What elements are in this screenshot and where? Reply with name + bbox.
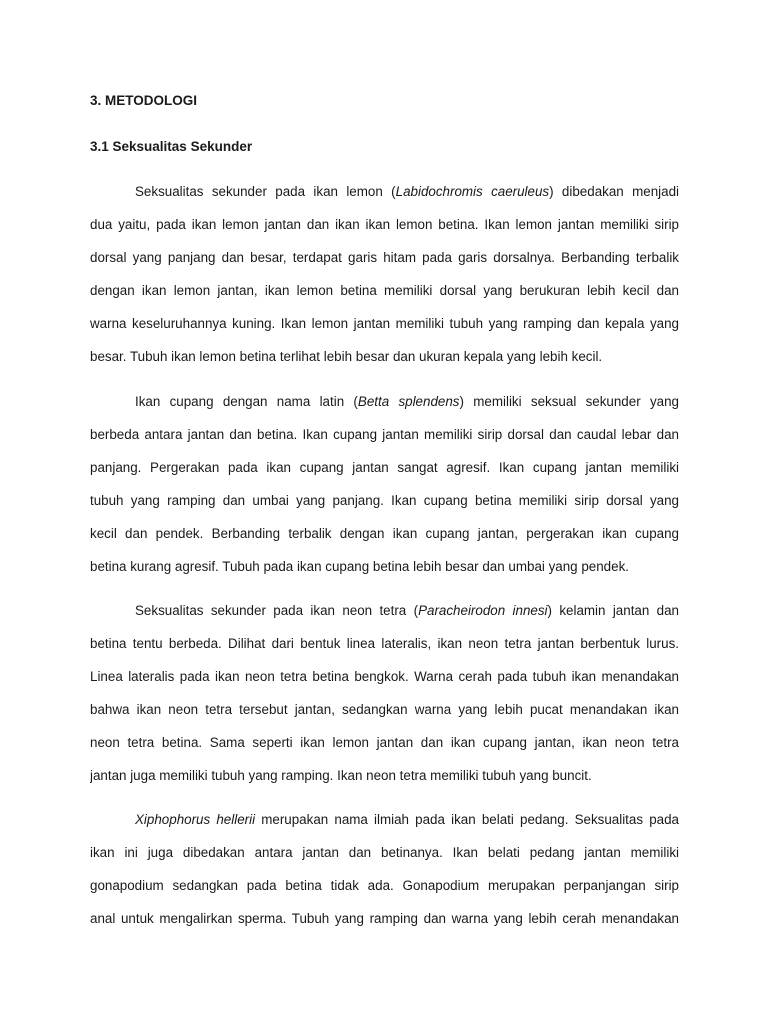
section-title: 3. METODOLOGI (90, 93, 198, 108)
paragraph-swordtail (90, 803, 679, 935)
italic-text: Xiphophorus hellerii (135, 812, 256, 827)
italic-text: Labidochromis caeruleus (395, 184, 550, 199)
paragraph-line (90, 660, 679, 693)
subsection-title: 3.1 Seksualitas Sekunder (90, 139, 253, 154)
italic-text: Paracheirodon innesi (418, 603, 548, 618)
paragraph-line (90, 175, 679, 208)
paragraph-line (90, 693, 679, 726)
text-run: ) kelamin jantan dan (547, 603, 679, 618)
paragraph-line (90, 208, 679, 241)
paragraph-line (90, 902, 679, 935)
text-run: besar. Tubuh ikan lemon betina terlihat lebih besar dan ukuran kepala yang lebih kecil. (90, 349, 603, 364)
text-run: ) memiliki seksual sekunder yang (459, 394, 679, 409)
paragraph-line (90, 517, 679, 550)
text-run: Linea lateralis pada ikan neon tetra betina bengkok. Warna cerah pada tubuh ikan menandakan (90, 669, 679, 684)
paragraph-line (90, 759, 679, 792)
paragraph-line (90, 803, 679, 836)
text-run: dorsal yang panjang dan besar, terdapat garis hitam pada garis dorsalnya. Berbanding terbalik (90, 250, 679, 265)
paragraph-line (90, 869, 679, 902)
text-run: Ikan cupang dengan nama latin ( (135, 394, 358, 409)
paragraph-lemon-fish (90, 175, 679, 373)
text-run: berbeda antara jantan dan betina. Ikan cupang jantan memiliki sirip dorsal dan caudal lebar dan (90, 427, 679, 442)
paragraph-line (90, 274, 679, 307)
text-run: bahwa ikan neon tetra tersebut jantan, sedangkan warna yang lebih pucat menandakan ikan (90, 702, 679, 717)
paragraph-line (90, 241, 679, 274)
text-run: betina tentu berbeda. Dilihat dari bentuk linea lateralis, ikan neon tetra jantan berbentuk lurus. (90, 636, 679, 651)
text-run: ) dibedakan menjadi (549, 184, 679, 199)
text-run: panjang. Pergerakan pada ikan cupang jantan sangat agresif. Ikan cupang jantan memiliki (90, 460, 679, 475)
italic-text: Betta splendens (357, 394, 460, 409)
text-run: betina kurang agresif. Tubuh pada ikan cupang betina lebih besar dan umbai yang pendek. (90, 559, 629, 574)
text-run: warna keseluruhannya kuning. Ikan lemon jantan memiliki tubuh yang ramping dan kepala yang (90, 316, 679, 331)
text-run: ikan ini juga dibedakan antara jantan dan betinanya. Ikan belati pedang jantan memiliki (90, 845, 679, 860)
text-run: jantan juga memiliki tubuh yang ramping. Ikan neon tetra memiliki tubuh yang buncit. (90, 768, 592, 783)
paragraph-line (90, 385, 679, 418)
text-run: gonapodium sedangkan pada betina tidak ada. Gonapodium merupakan perpanjangan sirip (90, 878, 679, 893)
text-run: neon tetra betina. Sama seperti ikan lemon jantan dan ikan cupang jantan, ikan neon tetra (90, 735, 679, 750)
paragraph-line (90, 836, 679, 869)
paragraph-line (90, 627, 679, 660)
text-run: merupakan nama ilmiah pada ikan belati pedang. Seksualitas pada (255, 812, 679, 827)
paragraph-line (90, 451, 679, 484)
paragraph-neon-tetra (90, 594, 679, 792)
paragraph-betta-fish (90, 385, 679, 583)
paragraph-line (90, 484, 679, 517)
text-run: dengan ikan lemon jantan, ikan lemon betina memiliki dorsal yang berukuran lebih kecil dan (90, 283, 679, 298)
paragraph-line (90, 418, 679, 451)
text-run: dua yaitu, pada ikan lemon jantan dan ikan ikan lemon betina. Ikan lemon jantan memiliki sirip (90, 217, 679, 232)
paragraph-line (90, 550, 679, 583)
text-run: anal untuk mengalirkan sperma. Tubuh yang ramping dan warna yang lebih cerah menandakan (90, 911, 679, 926)
paragraph-line (90, 340, 679, 373)
paragraph-line (90, 726, 679, 759)
text-run: Seksualitas sekunder pada ikan neon tetra ( (135, 603, 419, 618)
paragraph-line (90, 594, 679, 627)
paragraph-line (90, 307, 679, 340)
text-run: tubuh yang ramping dan umbai yang panjang. Ikan cupang betina memiliki sirip dorsal yang (90, 493, 679, 508)
text-run: kecil dan pendek. Berbanding terbalik dengan ikan cupang jantan, pergerakan ikan cupang (90, 526, 679, 541)
text-run: Seksualitas sekunder pada ikan lemon ( (135, 184, 396, 199)
